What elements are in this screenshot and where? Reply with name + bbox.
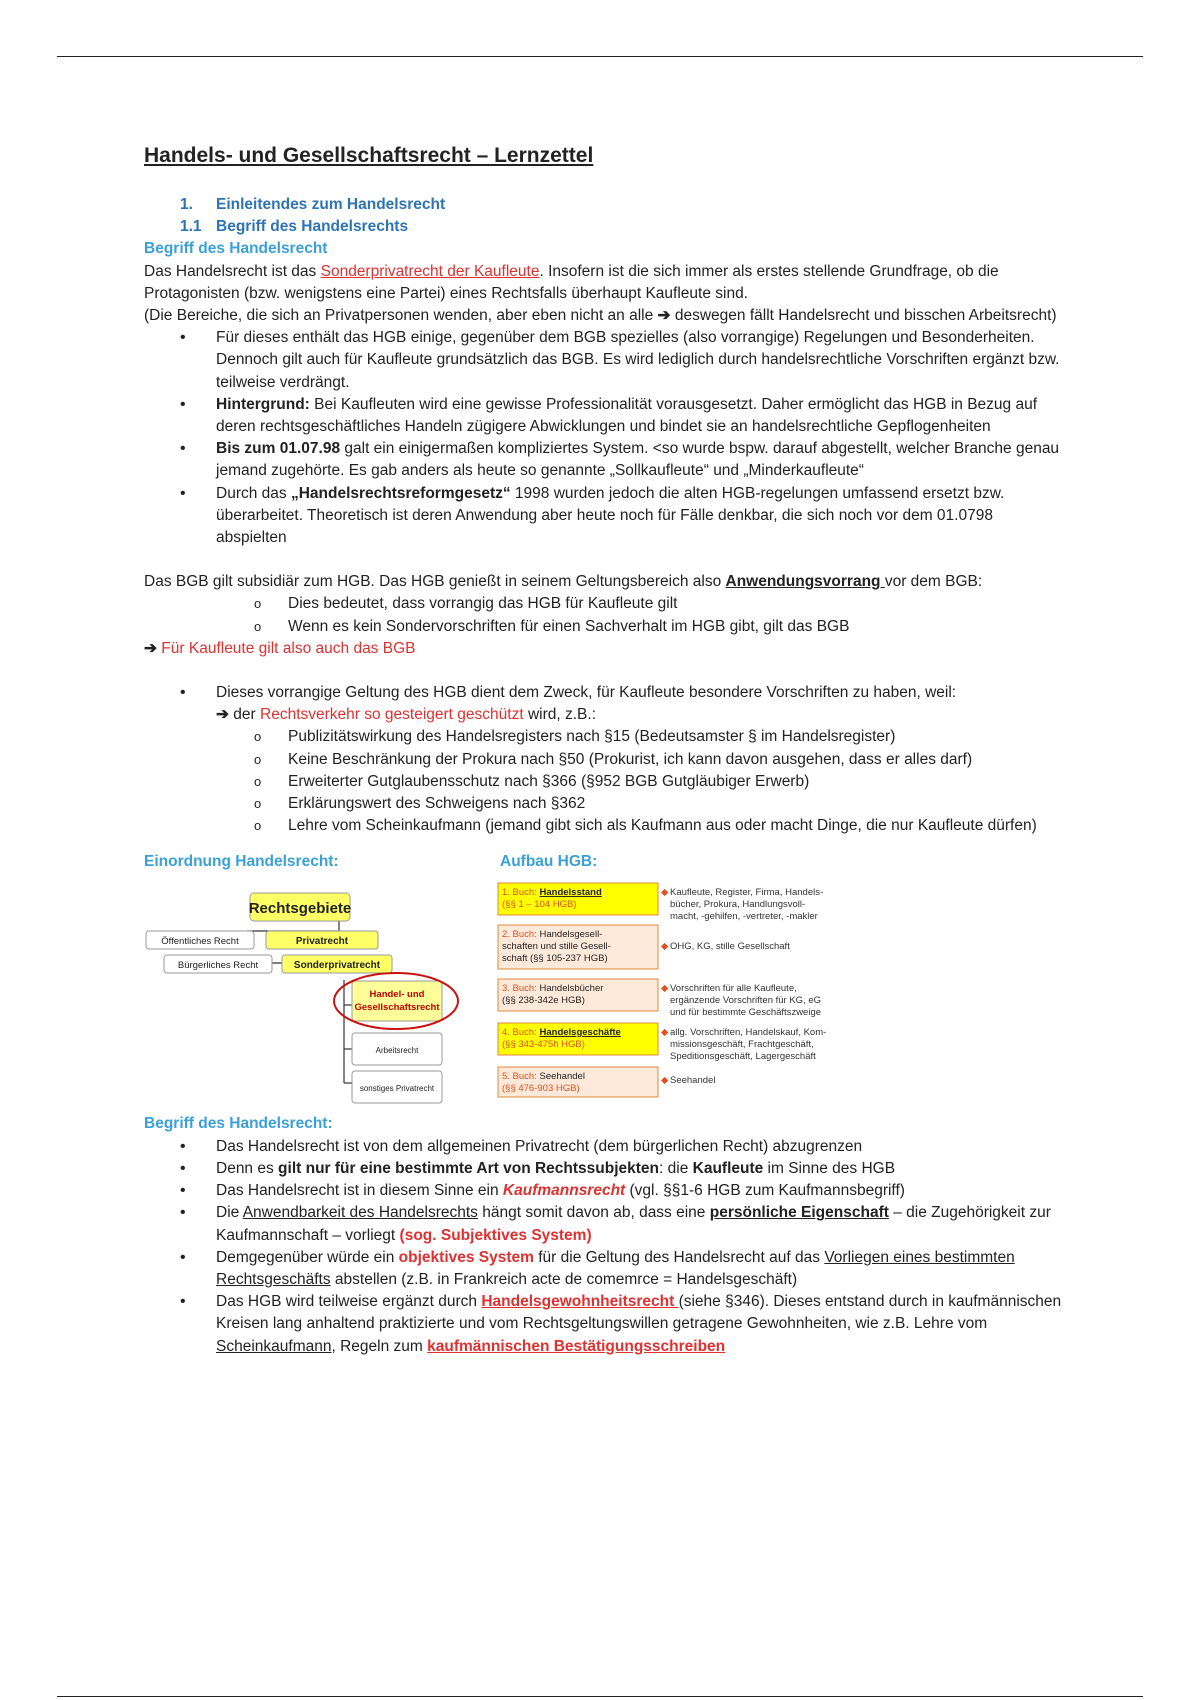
svg-text:(§§ 476-903 HGB): (§§ 476-903 HGB) <box>502 1083 580 1095</box>
list-item: o Erklärungswert des Schweigens nach §362 <box>288 793 1064 815</box>
sub-list-beispiele <box>144 726 1064 837</box>
section-heading-begriff-2: Begriff des Handelsrecht: <box>144 1115 333 1133</box>
book-5-desc: Seehandel <box>670 1075 716 1087</box>
svg-text:ergänzende Vorschriften für KG: ergänzende Vorschriften für KG, eG <box>670 995 822 1007</box>
list-item: o Erweiterter Gutglaubensschutz nach §366 (§952 BGB Gutgläubiger Erwerb) <box>288 771 1064 793</box>
list-item: • Für dieses enthält das HGB einige, gegenüber dem BGB spezielles (also vorrangige) Regelungen und Besonderheiten. Dennoch gilt auch für Kaufleute grundsätzlich das BGB. Es wird lediglich durch handelsrechtliche Vorschriften ergänzt bzw. teilweise verdrängt. <box>216 327 1064 394</box>
document-page <box>144 142 1064 1358</box>
svg-text:schaften und stille Gesell-: schaften und stille Gesell- <box>502 941 611 953</box>
svg-text:1. Buch: Handelsstand: 1. Buch: Handelsstand <box>502 887 602 899</box>
node-handelsrecht-line2: Gesellschaftsrecht <box>354 1002 440 1014</box>
paragraph-intro: Das Handelsrecht ist das Sonderprivatrecht der Kaufleute. Insofern ist die sich immer als erstes stellende Grundfrage, ob die Protagonisten (bzw. wenigstens eine Partei) eines Rechtsfalls überhaupt Kaufleute sind. <box>144 262 999 302</box>
node-arbeitsrecht: Arbeitsrecht <box>375 1046 419 1056</box>
book-1-range: (§§ 1 – 104 HGB) <box>502 899 577 911</box>
document-title: Handels- und Gesellschaftsrecht – Lernzettel <box>144 144 594 167</box>
list-item: • Hintergrund: Bei Kaufleuten wird eine gewisse Professionalität vorausgesetzt. Daher ermöglicht das HGB in Bezug auf deren rechtsgeschäftliches Handeln zügigere Abwicklungen und bindet sie an handelsrechtliche Gepflogenheiten <box>216 394 1064 438</box>
svg-text:und für bestimmte Geschäftszwe: und für bestimmte Geschäftszweige <box>670 1007 822 1019</box>
svg-text:◆: ◆ <box>661 887 669 899</box>
svg-text:2. Buch: Handelsgesell-: 2. Buch: Handelsgesell- <box>502 929 603 941</box>
svg-text:◆: ◆ <box>661 1027 669 1039</box>
svg-text:(§§ 238-342e HGB): (§§ 238-342e HGB) <box>502 995 585 1007</box>
paragraph-bereiche: (Die Bereiche, die sich an Privatpersonen wenden, aber eben nicht an alle ➔ deswegen fällt Handelsrecht und bisschen Arbeitsrecht) <box>144 307 1057 325</box>
svg-text:◆: ◆ <box>661 1075 669 1087</box>
svg-text:5. Buch: Seehandel: 5. Buch: Seehandel <box>502 1071 585 1083</box>
diagram-einordnung <box>144 881 484 1107</box>
svg-text:4. Buch: Handelsgeschäfte: 4. Buch: Handelsgeschäfte <box>502 1027 621 1039</box>
bullet-list-begriff <box>144 1136 1064 1358</box>
arrow-conclusion: ➔ Für Kaufleute gilt also auch das BGB <box>144 639 416 657</box>
book-3-desc: Vorschriften für alle Kaufleute, <box>670 983 797 995</box>
diagram-aufbau-hgb <box>496 881 876 1107</box>
svg-text:◆: ◆ <box>661 983 669 995</box>
node-handelsrecht-line1: Handel- und <box>369 989 425 1001</box>
list-item: o Dies bedeutet, dass vorrangig das HGB für Kaufleute gilt <box>288 593 1064 615</box>
list-item: o Wenn es kein Sondervorschriften für einen Sachverhalt im HGB gibt, gilt das BGB <box>288 616 1064 638</box>
list-item: • Die Anwendbarkeit des Handelsrechts hängt somit davon ab, dass eine persönliche Eigenschaft – die Zugehörigkeit zur Kaufmannschaft – vorliegt (sog. Subjektives System) <box>216 1202 1064 1246</box>
list-item: o Publizitätswirkung des Handelsregisters nach §15 (Bedeutsamster § im Handelsregister) <box>288 726 1064 748</box>
list-item: • Das HGB wird teilweise ergänzt durch Handelsgewohnheitsrecht (siehe §346). Dieses entstand durch in kaufmännischen Kreisen lang anhaltend praktizierte und vom Rechtsgeltungswillen getragene Gewohnheiten, wie z.B. Lehre vom Scheinkaufmann, Regeln zum kaufmännischen Bestätigungsschreiben <box>216 1291 1064 1358</box>
list-item: • Das Handelsrecht ist in diesem Sinne ein Kaufmannsrecht (vgl. §§1-6 HGB zum Kaufmannsbegriff) <box>216 1180 1064 1202</box>
section-heading-begriff: Begriff des Handelsrecht <box>144 240 328 258</box>
top-rule <box>57 56 1143 57</box>
svg-text:3. Buch: Handelsbücher: 3. Buch: Handelsbücher <box>502 983 604 995</box>
svg-text:macht, -gehilfen, -vertreter,: macht, -gehilfen, -vertreter, -makler <box>670 911 818 923</box>
book-4-desc: allg. Vorschriften, Handelskauf, Kom- <box>670 1027 827 1039</box>
svg-text:(§§ 343-475h HGB): (§§ 343-475h HGB) <box>502 1039 585 1051</box>
svg-text:schaft (§§ 105-237 HGB): schaft (§§ 105-237 HGB) <box>502 953 608 965</box>
node-privatrecht: Privatrecht <box>295 936 349 948</box>
list-item: • Denn es gilt nur für eine bestimmte Art von Rechtssubjekten: die Kaufleute im Sinne des HGB <box>216 1158 1064 1180</box>
list-item: • Das Handelsrecht ist von dem allgemeinen Privatrecht (dem bürgerlichen Recht) abzugrenzen <box>216 1136 1064 1158</box>
sub-list-vorrang <box>144 593 1064 637</box>
list-item: • Demgegenüber würde ein objektives System für die Geltung des Handelsrecht auf das Vorliegen eines bestimmten Rechtsgeschäfts abstellen (z.B. in Frankreich acte de comemrce = Handelsgeschäft) <box>216 1247 1064 1291</box>
bullet-list-zweck <box>144 682 1064 726</box>
list-item: o Keine Beschränkung der Prokura nach §50 (Prokurist, ich kann davon ausgehen, dass er alles darf) <box>288 749 1064 771</box>
toc-item-2: 1.1 Begriff des Handelsrechts <box>180 218 409 236</box>
list-item: o Lehre vom Scheinkaufmann (jemand gibt sich als Kaufmann aus oder macht Dinge, die nur Kaufleute dürfen) <box>288 815 1064 837</box>
diagram-label-einordnung: Einordnung Handelsrecht: <box>144 853 339 871</box>
list-item: • Dieses vorrangige Geltung des HGB dient dem Zweck, für Kaufleute besondere Vorschriften zu haben, weil: ➔ der Rechtsverkehr so gesteigert geschützt wird, z.B.: <box>216 682 1064 726</box>
paragraph-subsidiaer: Das BGB gilt subsidiär zum HGB. Das HGB genießt in seinem Geltungsbereich also Anwendungsvorrang vor dem BGB: <box>144 573 983 591</box>
node-sonstiges-privatrecht: sonstiges Privatrecht <box>359 1084 435 1094</box>
toc-item-1: 1. Einleitendes zum Handelsrecht <box>180 196 446 213</box>
list-item: • Bis zum 01.07.98 galt ein einigermaßen kompliziertes System. <so wurde bspw. darauf abgestellt, welcher Branche genau jemand zugehörte. Es gab anders als heute so genannte „Sollkaufleute“ und „Minderkaufleute“ <box>216 438 1064 482</box>
book-2-desc: OHG, KG, stille Gesellschaft <box>670 941 790 953</box>
node-buergerliches-recht: Bürgerliches Recht <box>177 960 259 972</box>
diagram-label-aufbau: Aufbau HGB: <box>500 853 598 871</box>
svg-text:missionsgeschäft, Frachtgeschä: missionsgeschäft, Frachtgeschäft, <box>670 1039 814 1051</box>
node-rechtsgebiete-label: Rechtsgebiete <box>248 900 352 918</box>
bullet-list-hgb <box>144 327 1064 549</box>
svg-text:bücher, Prokura, Handlungsvoll: bücher, Prokura, Handlungsvoll- <box>670 899 806 911</box>
node-oeffentliches-recht: Öffentliches Recht <box>161 936 239 948</box>
svg-text:◆: ◆ <box>661 941 669 953</box>
list-item: • Durch das „Handelsrechtsreformgesetz“ 1998 wurden jedoch die alten HGB-regelungen umfassend ersetzt bzw. überarbeitet. Theoretisch ist deren Anwendung aber heute noch für Fälle denkbar, die sich noch vor dem 01.0798 abspielten <box>216 483 1064 550</box>
bottom-rule <box>57 1696 1143 1697</box>
node-sonderprivatrecht: Sonderprivatrecht <box>293 960 381 972</box>
svg-text:Speditionsgeschäft, Lagergesch: Speditionsgeschäft, Lagergeschäft <box>670 1051 816 1063</box>
diagrams-row <box>144 851 1064 1113</box>
book-1-desc: Kaufleute, Register, Firma, Handels- <box>670 887 824 899</box>
